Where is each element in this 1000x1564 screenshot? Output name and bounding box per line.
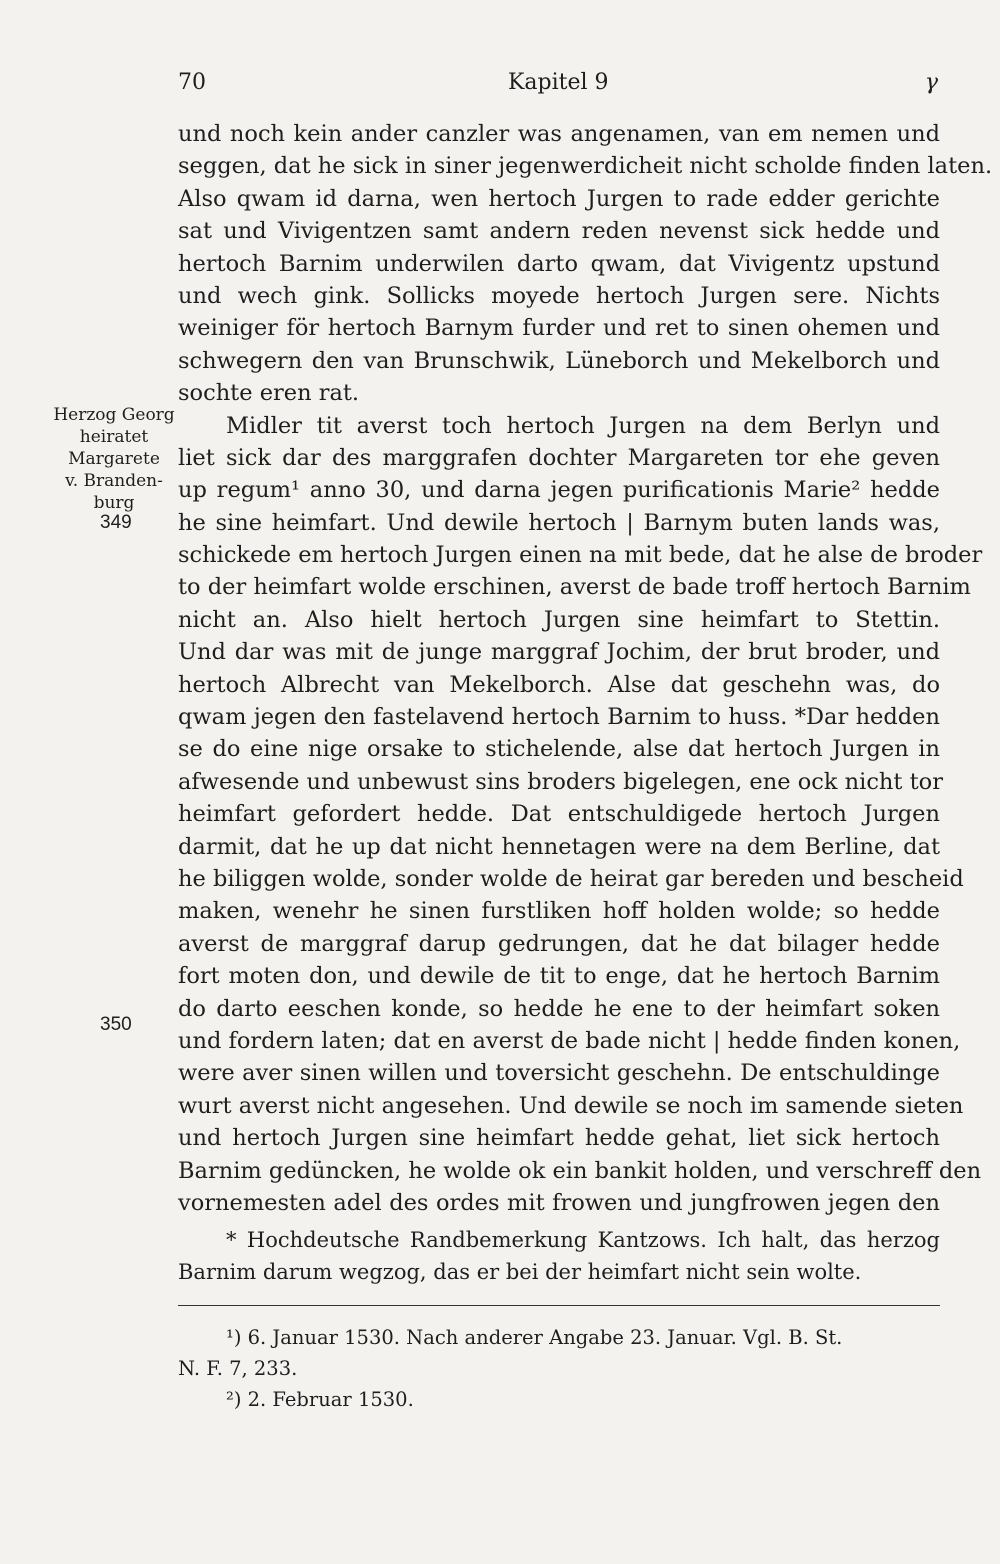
text-line: Also qwam id darna, wen hertoch Jurgen to rade edder gerichte bbox=[178, 185, 940, 212]
text-line: heimfart gefordert hedde. Dat entschuldigede hertoch Jurgen bbox=[178, 801, 940, 828]
text-line: fort moten don, und dewile de tit to enge, dat he hertoch Barnim bbox=[178, 963, 940, 990]
text-line: maken, wenehr he sinen furstliken hoff holden wolde; so hedde bbox=[178, 898, 940, 925]
text-line: darmit, dat he up dat nicht hennetagen were na dem Berline, dat bbox=[178, 833, 940, 860]
text-line: to der heimfart wolde erschinen, averst de bade troff hertoch Barnim bbox=[178, 574, 971, 601]
margin-page-ref: 350 bbox=[100, 1014, 132, 1035]
margin-remark-line: * Hochdeutsche Randbemerkung Kantzows. Ich halt, das herzog bbox=[226, 1228, 940, 1252]
text-line: he sine heimfart. Und dewile hertoch | Barnym buten lands was, bbox=[178, 509, 940, 536]
text-line: sochte eren rat. bbox=[178, 380, 360, 407]
text-line: up regum¹ anno 30, und darna jegen purificationis Marie² hedde bbox=[178, 477, 940, 504]
margin-note bbox=[44, 404, 184, 514]
margin-remark bbox=[178, 1224, 940, 1289]
footnote: ¹) 6. Januar 1530. Nach anderer Angabe 23. Januar. Vgl. B. St. bbox=[226, 1326, 843, 1349]
text-line: und noch kein ander canzler was angenamen, van em nemen und bbox=[178, 121, 940, 147]
margin-note-line: Herzog Georg bbox=[53, 405, 175, 425]
text-line: seggen, dat he sick in siner jegenwerdicheit nicht scholde finden laten. bbox=[178, 153, 993, 180]
text-line: und fordern laten; dat en averst de bade nicht | hedde finden konen, bbox=[178, 1027, 961, 1054]
text-line: were aver sinen willen und toversicht geschehn. De entschuldinge bbox=[178, 1060, 940, 1087]
running-header bbox=[178, 70, 940, 104]
text-line: nicht an. Also hielt hertoch Jurgen sine heimfart to Stettin. bbox=[178, 606, 940, 633]
margin-note-line: Margarete bbox=[68, 449, 160, 469]
body-text bbox=[178, 118, 993, 1219]
text-line: hertoch Barnim underwilen darto qwam, dat Vivigentz upstund bbox=[178, 250, 940, 277]
margin-note-line: heiratet bbox=[79, 427, 149, 447]
text-line: Barnim gedüncken, he wolde ok ein bankit holden, und verschreff den bbox=[178, 1157, 982, 1184]
text-line: se do eine nige orsake to stichelende, alse dat hertoch Jurgen in bbox=[178, 736, 940, 763]
signature-mark: γ bbox=[924, 70, 938, 95]
footnote-continuation: N. F. 7, 233. bbox=[178, 1357, 298, 1380]
page-number: 70 bbox=[178, 70, 206, 95]
text-line: he biliggen wolde, sonder wolde de heirat gar bereden und bescheid bbox=[178, 865, 964, 892]
text-line: afwesende und unbewust sins broders bigelegen, ene ock nicht tor bbox=[178, 768, 943, 795]
text-line: schickede em hertoch Jurgen einen na mit bede, dat he alse de broder bbox=[178, 542, 983, 569]
text-line: und hertoch Jurgen sine heimfart hedde gehat, liet sick hertoch bbox=[178, 1125, 940, 1152]
margin-note-line: v. Branden- bbox=[65, 471, 163, 491]
text-line: wurt averst nicht angesehen. Und dewile se noch im samende sieten bbox=[178, 1092, 964, 1119]
text-line: vornemesten adel des ordes mit frowen und jungfrowen jegen den bbox=[178, 1189, 940, 1216]
text-line: Und dar was mit de junge marggraf Jochim, der brut broder, und bbox=[178, 639, 940, 666]
text-line: Midler tit averst toch hertoch Jurgen na dem Berlyn und bbox=[226, 412, 940, 439]
text-line: schwegern den van Brunschwik, Lüneborch und Mekelborch und bbox=[178, 347, 940, 374]
text-line: und wech gink. Sollicks moyede hertoch Jurgen sere. Nichts bbox=[178, 282, 940, 309]
footnote-divider bbox=[178, 1305, 940, 1306]
text-line: averst de marggraf darup gedrungen, dat he dat bilager hedde bbox=[178, 930, 940, 957]
footnote: ²) 2. Februar 1530. bbox=[226, 1388, 414, 1411]
margin-page-ref: 349 bbox=[100, 512, 132, 533]
chapter-title: Kapitel 9 bbox=[508, 70, 609, 95]
margin-note-line: burg bbox=[93, 493, 135, 513]
text-line: weiniger för hertoch Barnym furder und ret to sinen ohemen und bbox=[178, 315, 940, 342]
text-line: qwam jegen den fastelavend hertoch Barnim to huss. *Dar hedden bbox=[178, 704, 940, 731]
text-line: hertoch Albrecht van Mekelborch. Alse dat geschehn was, do bbox=[178, 671, 940, 698]
text-line: liet sick dar des marggrafen dochter Margareten tor ehe geven bbox=[178, 444, 940, 471]
text-line: sat und Vivigentzen samt andern reden nevenst sick hedde und bbox=[178, 218, 940, 245]
margin-remark-line: Barnim darum wegzog, das er bei der heimfart nicht sein wolte. bbox=[178, 1260, 862, 1285]
footnotes bbox=[178, 1322, 940, 1415]
text-line: do darto eeschen konde, so hedde he ene to der heimfart soken bbox=[178, 995, 940, 1022]
